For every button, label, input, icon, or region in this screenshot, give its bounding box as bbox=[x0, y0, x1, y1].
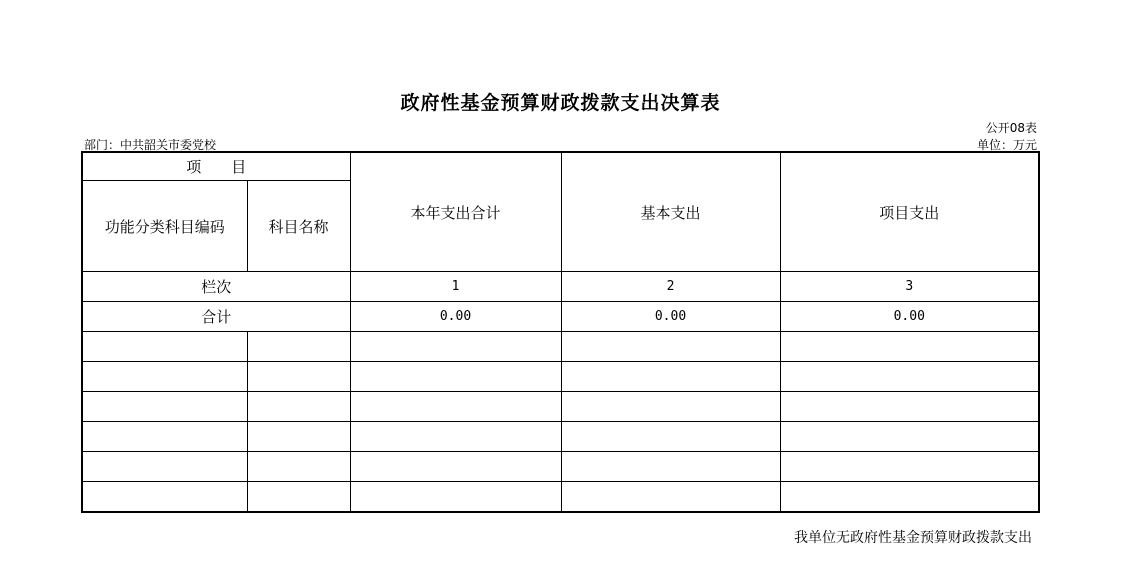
department-label: 部门：中共韶关市委党校 bbox=[84, 138, 217, 152]
sum-label-cell: 合计 bbox=[82, 302, 350, 332]
empty-cell bbox=[247, 452, 350, 482]
empty-cell bbox=[350, 452, 561, 482]
empty-cell bbox=[561, 422, 780, 452]
header-code-cell: 功能分类科目编码 bbox=[82, 181, 247, 272]
header-project-cell: 项目支出 bbox=[780, 152, 1039, 272]
empty-cell bbox=[350, 392, 561, 422]
table-row bbox=[82, 332, 1039, 362]
header-name-cell: 科目名称 bbox=[247, 181, 350, 272]
index-label-cell: 栏次 bbox=[82, 272, 350, 302]
footnote: 我单位无政府性基金预算财政拨款支出 bbox=[794, 530, 1032, 546]
sum-total-cell: 0.00 bbox=[350, 302, 561, 332]
index-cell-3: 3 bbox=[780, 272, 1039, 302]
index-cell-1: 1 bbox=[350, 272, 561, 302]
empty-cell bbox=[82, 452, 247, 482]
empty-cell bbox=[247, 422, 350, 452]
empty-cell bbox=[561, 332, 780, 362]
empty-cell bbox=[780, 392, 1039, 422]
empty-cell bbox=[780, 482, 1039, 512]
table-row bbox=[82, 452, 1039, 482]
empty-cell bbox=[247, 332, 350, 362]
empty-cell bbox=[247, 482, 350, 512]
expenditure-table bbox=[81, 151, 1040, 513]
empty-cell bbox=[350, 332, 561, 362]
empty-cell bbox=[780, 422, 1039, 452]
page-title: 政府性基金预算财政拨款支出决算表 bbox=[400, 92, 721, 114]
header-row-1 bbox=[82, 152, 1039, 181]
empty-cell bbox=[780, 452, 1039, 482]
empty-cell bbox=[780, 332, 1039, 362]
empty-cell bbox=[350, 422, 561, 452]
index-row bbox=[82, 272, 1039, 302]
empty-cell bbox=[561, 392, 780, 422]
sum-basic-cell: 0.00 bbox=[561, 302, 780, 332]
empty-cell bbox=[247, 362, 350, 392]
empty-cell bbox=[780, 362, 1039, 392]
form-number: 公开08表 bbox=[985, 121, 1037, 135]
empty-cell bbox=[82, 332, 247, 362]
empty-cell bbox=[82, 482, 247, 512]
empty-cell bbox=[350, 362, 561, 392]
empty-cell bbox=[561, 482, 780, 512]
table-row bbox=[82, 422, 1039, 452]
header-total-cell: 本年支出合计 bbox=[350, 152, 561, 272]
unit-label: 单位：万元 bbox=[976, 138, 1037, 152]
table-row bbox=[82, 392, 1039, 422]
sum-row bbox=[82, 302, 1039, 332]
sum-project-cell: 0.00 bbox=[780, 302, 1039, 332]
empty-cell bbox=[561, 452, 780, 482]
header-basic-cell: 基本支出 bbox=[561, 152, 780, 272]
empty-cell bbox=[561, 362, 780, 392]
header-item-cell: 项 目 bbox=[82, 152, 350, 181]
empty-cell bbox=[82, 422, 247, 452]
empty-cell bbox=[247, 392, 350, 422]
empty-cell bbox=[82, 362, 247, 392]
empty-cell bbox=[82, 392, 247, 422]
empty-cell bbox=[350, 482, 561, 512]
table-row bbox=[82, 482, 1039, 512]
table-row bbox=[82, 362, 1039, 392]
index-cell-2: 2 bbox=[561, 272, 780, 302]
